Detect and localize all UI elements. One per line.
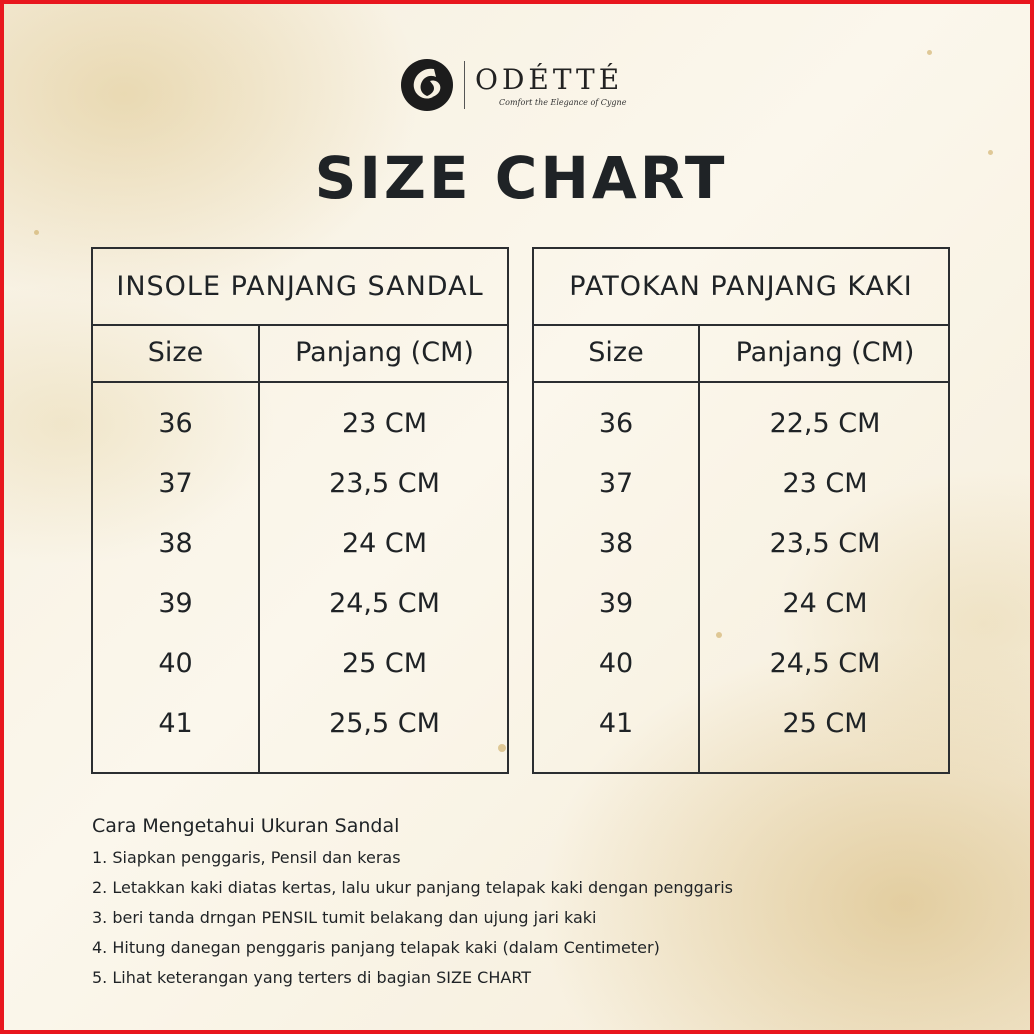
instructions-list — [92, 848, 733, 988]
size-cell: 38 — [158, 527, 193, 559]
column-header-size: Size — [588, 337, 644, 368]
size-cell: 40 — [598, 647, 634, 679]
instructions — [92, 814, 733, 998]
length-cell: 23,5 CM — [769, 527, 881, 559]
instruction-step: 3. beri tanda drngan PENSIL tumit belakang dan ujung jari kaki — [92, 908, 597, 927]
brand-logo — [400, 57, 626, 113]
length-cell: 23 CM — [341, 407, 428, 439]
length-cell: 25 CM — [782, 707, 868, 739]
table-heading: INSOLE PANJANG SANDAL — [93, 249, 507, 326]
size-cell: 37 — [598, 467, 634, 499]
page-title: SIZE CHART — [314, 144, 728, 212]
table-heading: PATOKAN PANJANG KAKI — [534, 249, 948, 326]
instruction-step: 1. Siapkan penggaris, Pensil dan keras — [92, 848, 401, 867]
logo-divider — [464, 61, 465, 109]
column-header-length: Panjang (CM) — [295, 337, 474, 368]
length-cell: 24,5 CM — [329, 587, 440, 619]
size-cell: 36 — [158, 407, 193, 439]
size-cell: 40 — [158, 647, 193, 679]
decor-speck — [927, 50, 932, 55]
length-cell: 25,5 CM — [329, 707, 440, 739]
size-cell: 41 — [598, 707, 634, 739]
size-cell: 36 — [598, 407, 634, 439]
size-cell: 37 — [158, 467, 193, 499]
instruction-step: 4. Hitung danegan penggaris panjang telapak kaki (dalam Centimeter) — [92, 938, 660, 957]
length-cell: 24 CM — [782, 587, 868, 619]
length-cell: 22,5 CM — [769, 407, 881, 439]
size-cell: 41 — [158, 707, 193, 739]
instruction-step: 5. Lihat keterangan yang terters di bagian SIZE CHART — [92, 968, 532, 987]
length-cell: 25 CM — [341, 647, 428, 679]
length-cell: 23,5 CM — [329, 467, 440, 499]
instruction-step: 2. Letakkan kaki diatas kertas, lalu ukur panjang telapak kaki dengan penggaris — [92, 878, 733, 897]
length-cell: 24 CM — [341, 527, 428, 559]
length-cell: 24,5 CM — [769, 647, 881, 679]
brand-name: ODÉTTÉ — [475, 62, 624, 96]
column-header-size: Size — [147, 337, 204, 368]
swan-logo-icon — [400, 57, 458, 113]
size-cell: 38 — [598, 527, 634, 559]
length-cell: 23 CM — [782, 467, 868, 499]
instructions-title: Cara Mengetahui Ukuran Sandal — [92, 815, 400, 837]
size-cell: 39 — [598, 587, 634, 619]
insole-length-table — [91, 247, 509, 774]
column-header-length: Panjang (CM) — [735, 337, 915, 368]
size-cell: 39 — [158, 587, 193, 619]
foot-length-table — [532, 247, 950, 774]
brand-tagline: Comfort the Elegance of Cygne — [499, 97, 627, 107]
decor-speck — [34, 230, 39, 235]
